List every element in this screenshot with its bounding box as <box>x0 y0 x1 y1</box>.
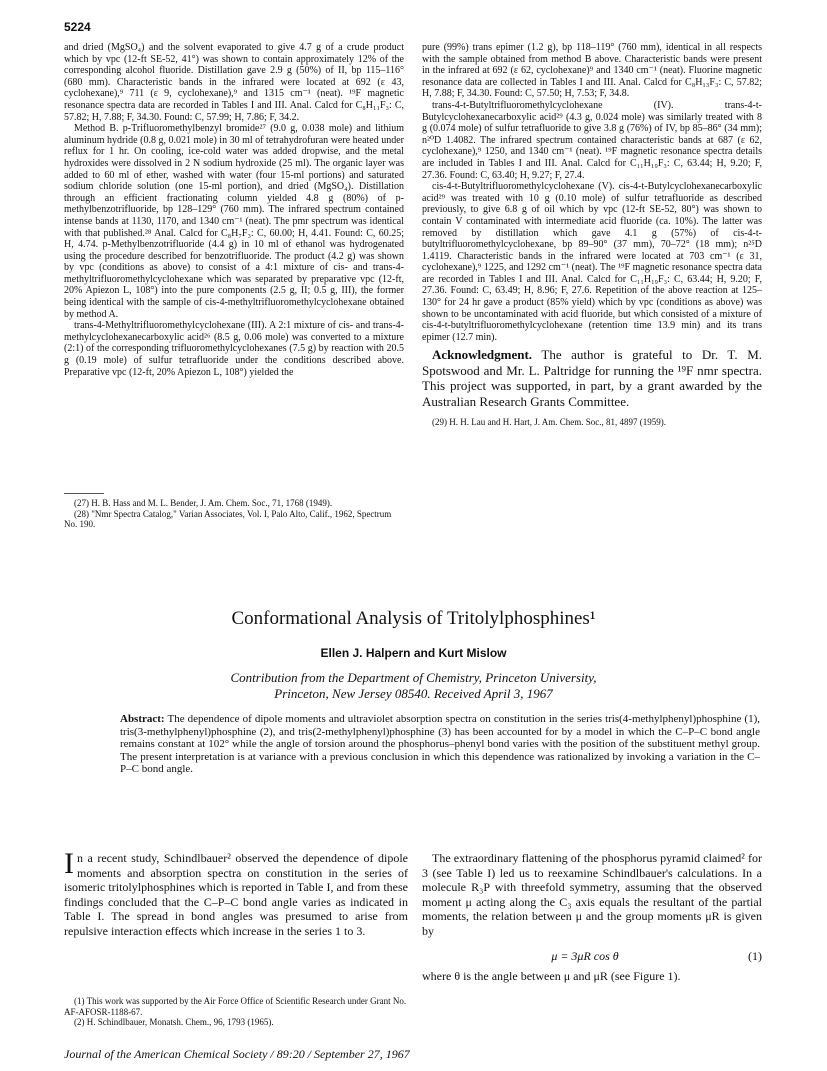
abstract-text: The dependence of dipole moments and ultraviolet absorption spectra on constitution in the series tris(4-methylphenyl)phosphine (1), tris(3-methylphenyl)phosphine (2), and tris(2-methylphenyl)phosphine (3) has been accounted for by a model in which the C–P–C bond angle remains constant at 102° while the angle of torsion around the phosphorus–phenyl bond varies with the position of the substituent methyl group. The present interpretation is at variance with a previous conclusion in which this dependence was rationalized by invoking a variation in the C–P–C bond angle. <box>120 713 760 776</box>
affiliation-line-2: Princeton, New Jersey 08540. Received April 3, 1967 <box>274 686 553 701</box>
body-left-column <box>64 847 408 939</box>
journal-footer: Journal of the American Chemical Society / 89:20 / September 27, 1967 <box>64 1047 410 1061</box>
equation-1 <box>422 949 762 964</box>
body-right-after-equation: where θ is the angle between μ and μR (see Figure 1). <box>422 969 681 984</box>
equation-expression: μ = 3μR cos θ <box>551 948 619 963</box>
left-paragraph-3: trans-4-Methyltrifluoromethylcyclohexane (III). A 2:1 mixture of cis- and trans-4-methylcyclohexanecarboxylic acid²⁶ (8.5 g, 0.06 mole) was converted to a mixture (2:1) of the corresponding trifluoromethylcyclohexanes (7.5 g) by reaction with 20.5 g (0.19 mole) of sulfur tetrafluoride under the conditions described above. Preparative vpc (12-ft, 20% Apiezon L, 108°) yielded the <box>64 320 404 378</box>
page-number: 5224 <box>64 20 91 34</box>
right-paragraph-1: pure (99%) trans epimer (1.2 g), bp 118–119° (760 mm), identical in all respects with the sample obtained from method B above. Characteristic bands were present in the infrared at 692 (ε 62, cyclohexane)⁹ and 1340 cm⁻¹ (neat). Fluorine magnetic resonance data are collected in Tables I and III. Anal. Calcd for C₈H₁₃F₃: C, 57.82; H, 7.88; F, 34.30. Found: C, 57.50; H, 7.53; F, 34.8. <box>422 42 762 100</box>
footnote-27: (27) H. B. Hass and M. L. Bender, J. Am. Chem. Soc., 71, 1768 (1949). <box>74 498 333 508</box>
right-column <box>422 42 762 429</box>
equation-number: (1) <box>748 948 762 963</box>
body-left-text: n a recent study, Schindlbauer² observed the dependence of dipole moments and absorption spectra on constitution in the series of isomeric tritolylphosphines which is reported in Table I, and from these findings concluded that the C–P–C bond angle varies as indicated in Table I. The spread in bond angles was presumed to arise from repulsive interaction effects which increase in the series 1 to 3. <box>64 851 408 938</box>
footnote-1: (1) This work was supported by the Air Force Office of Scientific Research under Grant No. AF-AFOSR-1188-67. <box>64 996 407 1017</box>
acknowledgment-text: The author is grateful to Dr. T. M. Spotswood and Mr. L. Paltridge for running the ¹⁹F nmr spectra. This project was supported, in part, by a grant awarded by the Australian Research Grants Committee. <box>422 347 763 409</box>
affiliation-line-1: Contribution from the Department of Chemistry, Princeton University, <box>230 670 597 685</box>
body-right-column <box>422 851 762 984</box>
abstract <box>120 713 760 776</box>
right-paragraph-2: trans-4-t-Butyltrifluoromethylcyclohexane (IV). trans-4-t-Butylcyclohexanecarboxylic acid²⁹ (4.3 g, 0.024 mole) was similarly treated with 8 g (0.074 mole) of sulfur tetrafluoride to give 3.8 g (76%) of IV, bp 85–86° (34 mm); n²⁰D 1.4082. The infrared spectrum contained characteristic bands at 687 (ε 62, cyclohexane),⁹ 1250, and 1340 cm⁻¹ (neat). ¹⁹F magnetic resonance spectra details are included in Tables I and III. Anal. Calcd for C₁₁H₁₉F₃: C, 63.44; H, 9.20; F, 27.36. Found: C, 63.40; H, 9.27; F, 27.4. <box>422 99 762 181</box>
acknowledgment-heading: Acknowledgment. <box>432 347 533 363</box>
article-affiliation <box>0 670 827 702</box>
footnote-28: (28) "Nmr Spectra Catalog," Varian Associates, Vol. I, Palo Alto, Calif., 1962, Spectrum No. 190. <box>64 508 392 530</box>
left-paragraph-1: and dried (MgSO₄) and the solvent evaporated to give 4.7 g of a crude product which by vpc (12-ft SE-52, 41°) was shown to contain approximately 12% of the corresponding alcohol fluoride. Distillation gave 2.9 g (50%) of II, bp 115–116° (680 mm). Characteristic bands in the infrared were located at 692 (ε 43, cyclohexane),⁹ 711 (ε 9, cyclohexane),⁹ and 1315 cm⁻¹ (neat). ¹⁹F magnetic resonance spectra data are recorded in Tables I and III. Anal. Calcd for C₈H₁₁F₃: C, 57.82; H, 7.88; F, 34.30. Found: C, 57.99; H, 7.86; F, 34.2. <box>64 42 404 123</box>
right-paragraph-3: cis-4-t-Butyltrifluoromethylcyclohexane (V). cis-4-t-Butylcyclohexanecarboxylic acid²⁹ was treated with 10 g (0.10 mole) of sulfur tetrafluoride as described previously, to give 6.8 g of oil which by vpc (12-ft SE-52, 80°) was shown to contain V contaminated with intermediate acid fluoride (ca. 10%). The latter was removed by distillation which gave 4.1 g (57%) of cis-4-t-butyltrifluoromethylcyclohexane, bp 89–90° (37 mm), 70–72° (18 mm); n²⁵D 1.4119. Characteristic bands in the infrared were located at 703 cm⁻¹ (ε 31, cyclohexane),⁹ 1225, and 1292 cm⁻¹ (neat). The ¹⁹F magnetic resonance spectra data are recorded in Tables I and III. Anal. Calcd for C₁₁H₁₉F₃: C, 63.44; H, 9.20; F, 27.36. Found: C, 63.49; H, 8.96; F, 27.6. Repetition of the above reaction at 125–130° for 24 hr gave a product (85% yield) which by vpc (conditions as above) was shown to be uncontaminated with acid fluoride, but which consisted of a mixture of cis-4-t-butyltrifluoromethylcyclohexane (retention time 13.9 min) and its trans epimer (12.7 min). <box>422 181 762 343</box>
footnote-divider <box>64 493 104 494</box>
footnote-2: (2) H. Schindlbauer, Monatsh. Chem., 96, 1793 (1965). <box>74 1017 274 1028</box>
acknowledgment <box>422 347 762 409</box>
left-paragraph-2: Method B. p-Trifluoromethylbenzyl bromide²⁷ (9.0 g, 0.038 mole) and lithium aluminum hydride (0.8 g, 0.021 mole) in 30 ml of tetrahydrofuran were heated under reflux for 1 hr. On cooling, ice-cold water was added dropwise, and the metal hydroxides were dissolved in 2 N sodium hydroxide (25 ml). The organic layer was added to 60 ml of ether, washed with water (four 15-ml portions) and saturated sodium chloride solution (one 15-ml portion), and dried (MgSO₄). Distillation through an efficient fractionating column yielded 4.8 g (80%) of p-methylbenzotrifluoride, bp 128–129° (760 mm). The infrared spectrum contained intense bands at 1130, 1170, and 1340 cm⁻¹ (neat). The pmr spectrum was identical with that published.²⁸ Anal. Calcd for C₈H₇F₃: C, 60.00; H, 4.41. Found: C, 60.25; H, 4.74. p-Methylbenzotrifluoride (4.4 g) in 10 ml of ethanol was hydrogenated using the procedure described for benzotrifluoride. The product (4.2 g) was shown by vpc (conditions as above) to consist of a 4:1 mixture of cis- and trans-4-methyltrifluoromethylcyclohexane which was separated by preparative vpc (12-ft, 20% Apiezon L, 108°) into the pure components (2.5 g, II; 0.5 g, III), the former being identical with the sample of cis-4-methyltrifluoromethylcyclohexane obtained by method A. <box>64 123 404 320</box>
abstract-label: Abstract: <box>120 713 165 725</box>
article-authors: Ellen J. Halpern and Kurt Mislow <box>320 646 507 660</box>
body-right-text: The extraordinary flattening of the phosphorus pyramid claimed² for 3 (see Table I) led us to reexamine Schindlbauer's calculations. In a molecule R₃P with threefold symmetry, assuming that the observed moment μ acting along the C₃ axis equals the resultant of the partial moments, the relation between μ and the group moments μR is given by <box>422 851 762 938</box>
footnote-29: (29) H. H. Lau and H. Hart, J. Am. Chem. Soc., 81, 4897 (1959). <box>432 417 666 428</box>
drop-cap: I <box>64 847 74 880</box>
left-footnotes <box>64 498 404 530</box>
left-column <box>64 42 404 378</box>
body-footnotes <box>64 996 408 1028</box>
article-title: Conformational Analysis of Tritolylphosphines¹ <box>231 608 596 629</box>
